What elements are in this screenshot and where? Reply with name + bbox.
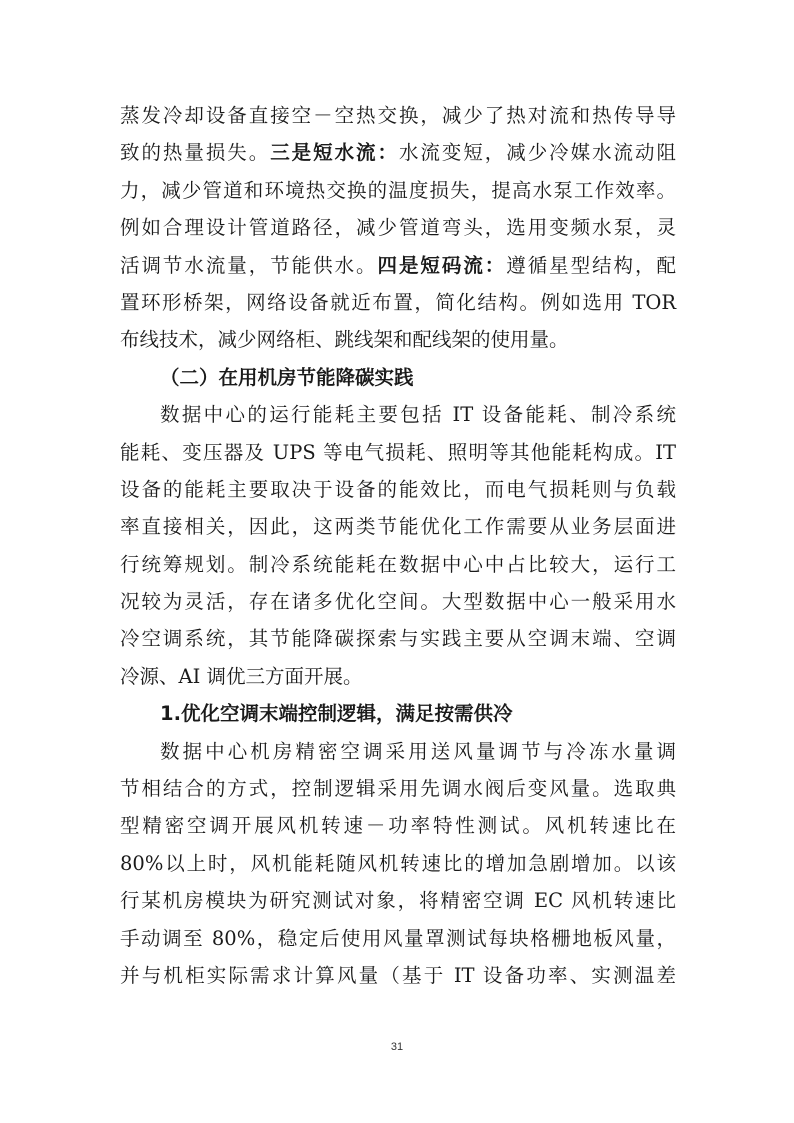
paragraph-line: 蒸发冷却设备直接空－空热交换，减少了热对流和热传导导 — [120, 104, 676, 127]
paragraph-line: 力，减少管道和环境热交换的温度损失，提高水泵工作效率。 — [120, 178, 676, 202]
section-heading: （二）在用机房节能降碳实践 — [160, 365, 414, 389]
text-run: 水流变短，减少冷媒水流动阻 — [398, 141, 676, 165]
paragraph-line: 例如合理设计管道路径，减少管道弯头，选用变频水泵，灵 — [120, 216, 676, 240]
paragraph-line: 冷源、AI 调优三方面开展。 — [120, 664, 363, 688]
paragraph-line: 数据中心机房精密空调采用送风量调节与冷冻水量调 — [160, 739, 676, 763]
paragraph-line: 设备的能耗主要取决于设备的能效比，而电气损耗则与负载 — [120, 477, 676, 501]
bold-lead-in: 三是短水流： — [270, 141, 399, 165]
page-number: 31 — [390, 1041, 404, 1053]
paragraph-line: 行统筹规划。制冷系统能耗在数据中心中占比较大，运行工 — [120, 552, 676, 576]
paragraph-line: 况较为灵活，存在诸多优化空间。大型数据中心一般采用水 — [120, 590, 676, 614]
paragraph-line — [120, 247, 676, 284]
subsection-heading: 1.优化空调末端控制逻辑，满足按需供冷 — [160, 702, 513, 726]
paragraph-line: 率直接相关，因此，这两类节能优化工作需要从业务层面进 — [120, 515, 676, 539]
paragraph-line: 布线技术，减少网络柜、跳线架和配线架的使用量。 — [120, 328, 569, 352]
paragraph-line: 置环形桥架，网络设备就近布置，简化结构。例如选用 TOR — [120, 290, 676, 314]
text-run: 遵循星型结构，配 — [506, 253, 676, 277]
text-run: 活调节水流量，节能供水。 — [120, 253, 378, 277]
text-run: 致的热量损失。 — [120, 141, 271, 165]
document-body — [120, 97, 676, 994]
paragraph-line: 并与机柜实际需求计算风量（基于 IT 设备功率、实测温差 — [120, 963, 676, 987]
paragraph-line: 行某机房模块为研究测试对象，将精密空调 EC 风机转速比 — [120, 889, 676, 913]
paragraph-line: 手动调至 80%，稳定后使用风量罩测试每块格栅地板风量， — [120, 926, 676, 950]
bold-lead-in: 四是短码流： — [377, 253, 507, 277]
paragraph-line: 冷空调系统，其节能降碳探索与实践主要从空调末端、空调 — [120, 627, 676, 651]
paragraph-line: 能耗、变压器及 UPS 等电气损耗、照明等其他能耗构成。IT — [120, 440, 676, 464]
paragraph-line: 数据中心的运行能耗主要包括 IT 设备能耗、制冷系统 — [160, 403, 676, 427]
paragraph-line: 80%以上时，风机能耗随风机转速比的增加急剧增加。以该 — [120, 851, 676, 875]
paragraph-line — [120, 134, 676, 171]
paragraph-line: 型精密空调开展风机转速－功率特性测试。风机转速比在 — [120, 814, 676, 838]
paragraph-line: 节相结合的方式，控制逻辑采用先调水阀后变风量。选取典 — [120, 777, 676, 801]
